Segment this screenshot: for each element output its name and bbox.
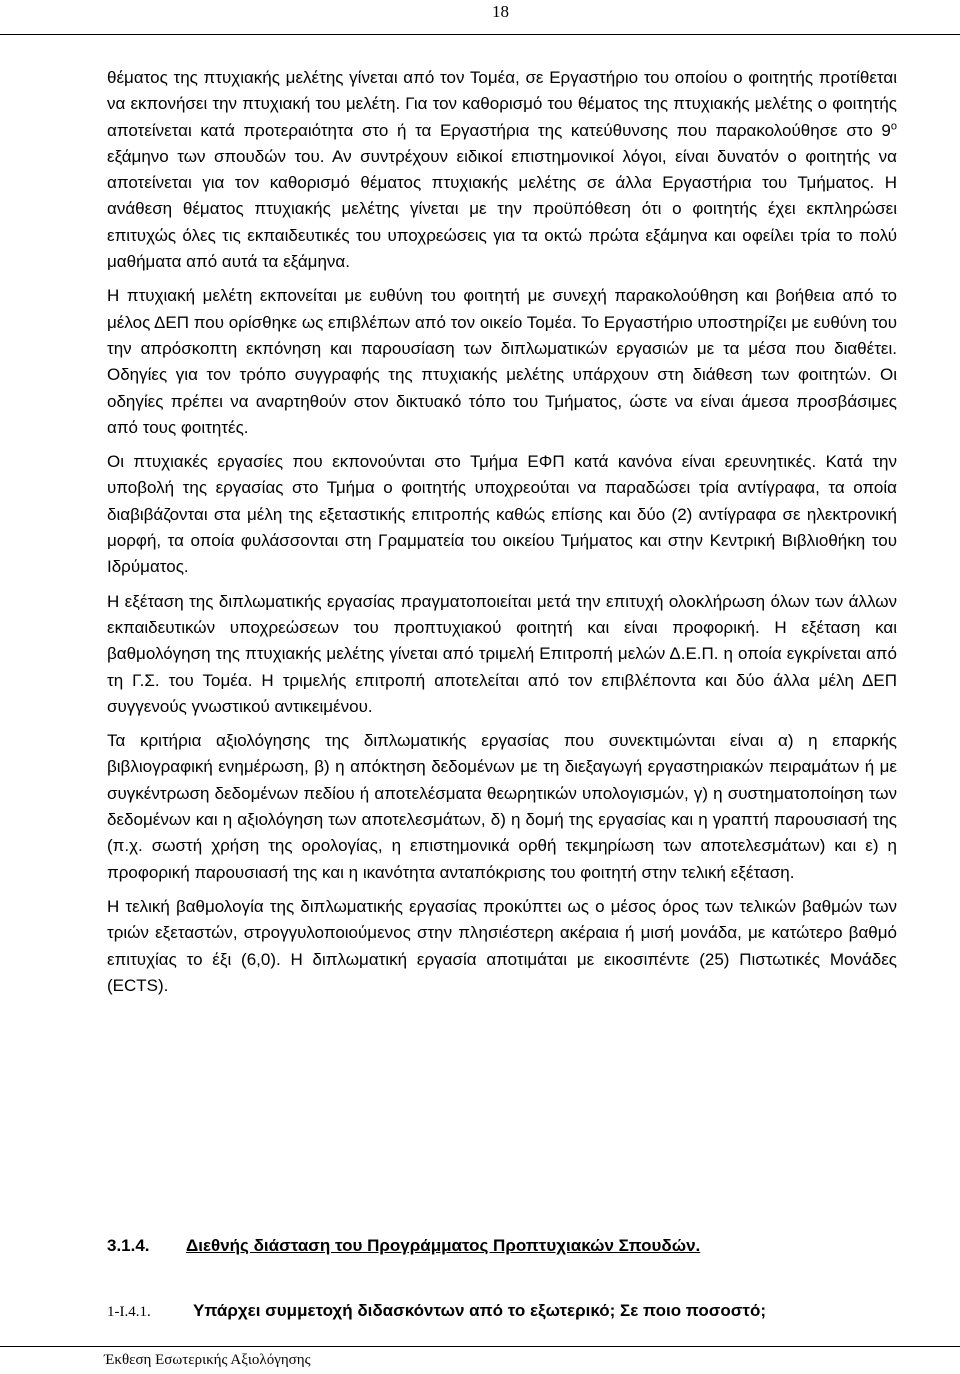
document-body [107,65,897,1007]
page-number: 18 [492,2,509,21]
section-heading [107,1236,700,1256]
section-number: 3.1.4. [107,1236,150,1255]
paragraph-3: Οι πτυχιακές εργασίες που εκπονούνται στο Τμήμα ΕΦΠ κατά κανόνα είναι ερευνητικές. Κατά την υποβολή της εργασίας στο Τμήμα ο φοιτητής υποχρεούται να παραδώσει τρία αντίγραφα, τα οποία διαβιβάζονται στα μέλη της εξεταστικής επιτροπής καθώς επίσης και δύο (2) αντίγραφα σε ηλεκτρονική μορφή, τα οποία φυλάσσονται στη Γραμματεία του οικείου Τμήματος και στην Κεντρική Βιβλιοθήκη του Ιδρύματος. [107,452,897,577]
section-title: Διεθνής διάσταση του Προγράμματος Προπτυχιακών Σπουδών. [186,1236,701,1255]
paragraph-4: Η εξέταση της διπλωματικής εργασίας πραγματοποιείται μετά την επιτυχή ολοκλήρωση όλων των άλλων εκπαιδευτικών υποχρεώσεων του προπτυχιακού φοιτητή και είναι προφορική. Η εξέταση και βαθμολόγηση της πτυχιακής μελέτης γίνεται από τριμελή Επιτροπή μελών Δ.Ε.Π. η οποία εγκρίνεται από τη Γ.Σ. του Τομέα. Η τριμελής επιτροπή αποτελείται από τον επιβλέποντα και δύο άλλα μέλη ΔΕΠ συγγενούς γνωστικού αντικειμένου. [107,591,897,716]
footer-divider [0,1346,960,1347]
subsection-title: Υπάρχει συμμετοχή διδασκόντων από το εξωτερικό; Σε ποιο ποσοστό; [193,1301,767,1320]
subsection-number: 1-I.4.1. [107,1304,151,1320]
subsection-heading [107,1301,766,1321]
superscript-ordinal: ο [890,119,897,132]
paragraph-2: Η πτυχιακή μελέτη εκπονείται με ευθύνη του φοιτητή με συνεχή παρακολούθηση και βοήθεια από το μέλος ΔΕΠ που ορίσθηκε ως επιβλέπων από τον οικείο Τομέα. Το Εργαστήριο υποστηρίζει με ευθύνη του την απρόσκοπτη εκπόνηση και παρουσίαση των διπλωματικών εργασιών με τα μέσα που διαθέτει. Οδηγίες για τον τρόπο συγγραφής της πτυχιακής μελέτης υπάρχουν στη διάθεση των φοιτητών. Οι οδηγίες πρέπει να αναρτηθούν στον δικτυακό τόπο του Τμήματος, ώστε να είναι άμεσα προσβάσιμες από τους φοιτητές. [107,286,897,437]
footer-text: Έκθεση Εσωτερικής Αξιολόγησης [104,1352,311,1368]
paragraph-6: Η τελική βαθμολογία της διπλωματικής εργασίας προκύπτει ως ο μέσος όρος των τελικών βαθμών των τριών εξεταστών, στρογγυλοποιούμενος στην πλησιέστερη ακέραια ή μισή μονάδα, με κατώτερο βαθμό επιτυχίας το έξι (6,0). Η διπλωματική εργασία αποτιμάται με εικοσιπέντε (25) Πιστωτικές Μονάδες (ECTS). [107,896,897,995]
paragraph-1: θέματος της πτυχιακής μελέτης γίνεται από τον Τομέα, σε Εργαστήριο του οποίου ο φοιτητής προτίθεται να εκπονήσει την πτυχιακή του μελέτη. Για τον καθορισμό του θέματος της πτυχιακής μελέτης ο φοιτητής αποτείνεται κατά προτεραιότητα στο ή τα Εργαστήρια της κατεύθυνσης που παρακολούθησε στο $9^o$ εξάμηνο των σπουδών του. Αν συντρέχουν ειδικοί επιστημονικοί λόγοι, είναι δυνατόν ο φοιτητής να αποτείνεται για τον καθορισμό θέματος πτυχιακής μελέτης σε άλλα Εργαστήρια του Τμήματος. Η ανάθεση θέματος πτυχιακής μελέτης γίνεται με την προϋπόθεση ότι ο φοιτητής έχει εκπληρώσει επιτυχώς όλες τις εκπαιδευτικές του υποχρεώσεις για τα οκτώ πρώτα εξάμηνα και οφείλει τρία το πολύ μαθήματα από αυτά τα εξάμηνα. [107,68,897,272]
header-divider [0,34,960,35]
paragraph-5: Τα κριτήρια αξιολόγησης της διπλωματικής εργασίας που συνεκτιμώνται είναι α) η επαρκής βιβλιογραφική ενημέρωση, β) η απόκτηση δεδομένων με τη διεξαγωγή εργαστηριακών πειραμάτων ή με συγκέντρωση δεδομένων πεδίου ή αποτελέσματα θεωρητικών υπολογισμών, γ) η συστηματοποίηση των δεδομένων και η αξιολόγηση των αποτελεσμάτων, δ) η δομή της εργασίας και η γραπτή παρουσιασή της (π.χ. σωστή χρήση της ορολογίας, η επιστημονικά ορθή τεκμηρίωση των αποτελεσμάτων) και ε) η προφορική παρουσιασή της και η ικανότητα ανταπόκρισης του φοιτητή στην τελική εξέταση. [107,731,897,882]
